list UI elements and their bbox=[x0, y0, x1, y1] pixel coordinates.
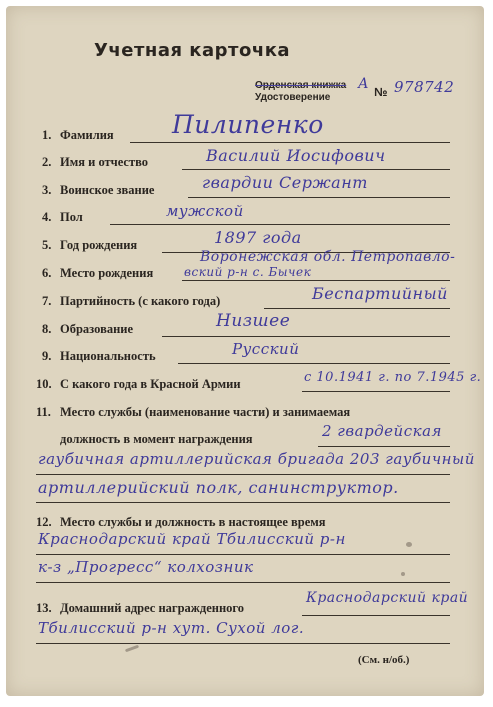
field-4-label: Пол bbox=[60, 210, 83, 224]
number-sign: № bbox=[374, 85, 388, 99]
card-title: Учетная карточка bbox=[94, 40, 291, 61]
field-10-line bbox=[302, 391, 450, 392]
field-2-value: Василий Иосифович bbox=[206, 146, 386, 165]
field-3-value: гвардии Сержант bbox=[202, 173, 368, 192]
field-13-line2 bbox=[36, 643, 450, 644]
field-4-number: 4. bbox=[42, 210, 52, 224]
field-7-value: Беспартийный bbox=[312, 284, 448, 303]
field-12-value-line1: Краснодарский край Тбилисский р-н bbox=[38, 530, 346, 548]
field-6-number: 6. bbox=[42, 266, 52, 280]
field-2-label: Имя и отчество bbox=[60, 155, 149, 169]
field-1-value: Пилипенко bbox=[172, 110, 324, 139]
field-9-line bbox=[178, 363, 450, 364]
field-9-value: Русский bbox=[232, 340, 300, 358]
see-reverse-note: (См. н/об.) bbox=[358, 654, 410, 666]
field-5-label: Год рождения bbox=[60, 238, 138, 252]
field-13-value-line1: Краснодарский край bbox=[306, 590, 469, 606]
field-8-value: Низшее bbox=[216, 311, 291, 331]
field-6-value-line2: вский р-н с. Бычек bbox=[184, 265, 312, 279]
order-book-prefix: А bbox=[358, 76, 370, 92]
field-12-value-line2: к-з „Прогресс“ колхозник bbox=[38, 558, 254, 576]
field-11-label-line2: должность в момент награждения bbox=[60, 432, 253, 446]
certificate-label: Удостоверение bbox=[255, 92, 331, 103]
ink-blot bbox=[401, 572, 405, 576]
field-5-value: 1897 года bbox=[214, 228, 302, 247]
field-11-value-line3: артиллерийский полк, санинструктор. bbox=[38, 478, 399, 497]
field-11-value-line1: 2 гвардейская bbox=[322, 422, 442, 440]
field-13-label: Домашний адрес награжденного bbox=[60, 601, 245, 615]
field-2-line bbox=[182, 169, 450, 170]
field-6-label: Место рождения bbox=[60, 266, 154, 280]
field-11-number: 11. bbox=[36, 405, 51, 419]
field-1-line bbox=[130, 142, 450, 143]
field-13-value-line2: Тбилисский р-н хут. Сухой лог. bbox=[38, 619, 305, 637]
field-11-label-line1: Место службы (наименование части) и занимаемая bbox=[60, 405, 351, 419]
field-7-label: Партийность (с какого года) bbox=[60, 294, 221, 308]
field-11-line1 bbox=[318, 446, 450, 447]
record-card bbox=[6, 6, 484, 696]
ink-blot bbox=[406, 542, 412, 547]
field-8-number: 8. bbox=[42, 322, 52, 336]
field-10-label: С какого года в Красной Армии bbox=[60, 377, 241, 391]
field-13-number: 13. bbox=[36, 601, 52, 615]
field-12-line2 bbox=[36, 582, 450, 583]
field-12-line1 bbox=[36, 554, 450, 555]
field-4-line bbox=[110, 224, 450, 225]
field-4-value: мужской bbox=[166, 202, 244, 220]
field-9-label: Национальность bbox=[60, 349, 156, 363]
field-8-label: Образование bbox=[60, 322, 134, 336]
field-3-number: 3. bbox=[42, 183, 52, 197]
order-book-label: Орденская книжка bbox=[255, 80, 347, 91]
field-10-value: с 10.1941 г. по 7.1945 г. bbox=[304, 370, 482, 385]
field-2-number: 2. bbox=[42, 155, 52, 169]
field-7-line bbox=[264, 308, 450, 309]
field-1-label: Фамилия bbox=[60, 128, 114, 142]
field-11-line2 bbox=[36, 474, 450, 475]
field-12-label: Место службы и должность в настоящее время bbox=[60, 515, 326, 529]
ink-blot bbox=[125, 645, 139, 653]
field-7-number: 7. bbox=[42, 294, 52, 308]
field-8-line bbox=[162, 336, 450, 337]
field-13-line1 bbox=[302, 615, 450, 616]
field-6-line bbox=[182, 280, 450, 281]
field-12-number: 12. bbox=[36, 515, 52, 529]
field-11-value-line2: гаубичная артиллерийская бригада 203 гаубичный bbox=[38, 450, 475, 468]
field-3-line bbox=[188, 197, 450, 198]
field-10-number: 10. bbox=[36, 377, 52, 391]
order-book-number: 978742 bbox=[394, 78, 455, 96]
field-9-number: 9. bbox=[42, 349, 52, 363]
field-11-line3 bbox=[36, 502, 450, 503]
field-1-number: 1. bbox=[42, 128, 52, 142]
field-5-number: 5. bbox=[42, 238, 52, 252]
field-6-value-line1: Воронежская обл. Петропавло- bbox=[200, 249, 456, 265]
field-3-label: Воинское звание bbox=[60, 183, 155, 197]
